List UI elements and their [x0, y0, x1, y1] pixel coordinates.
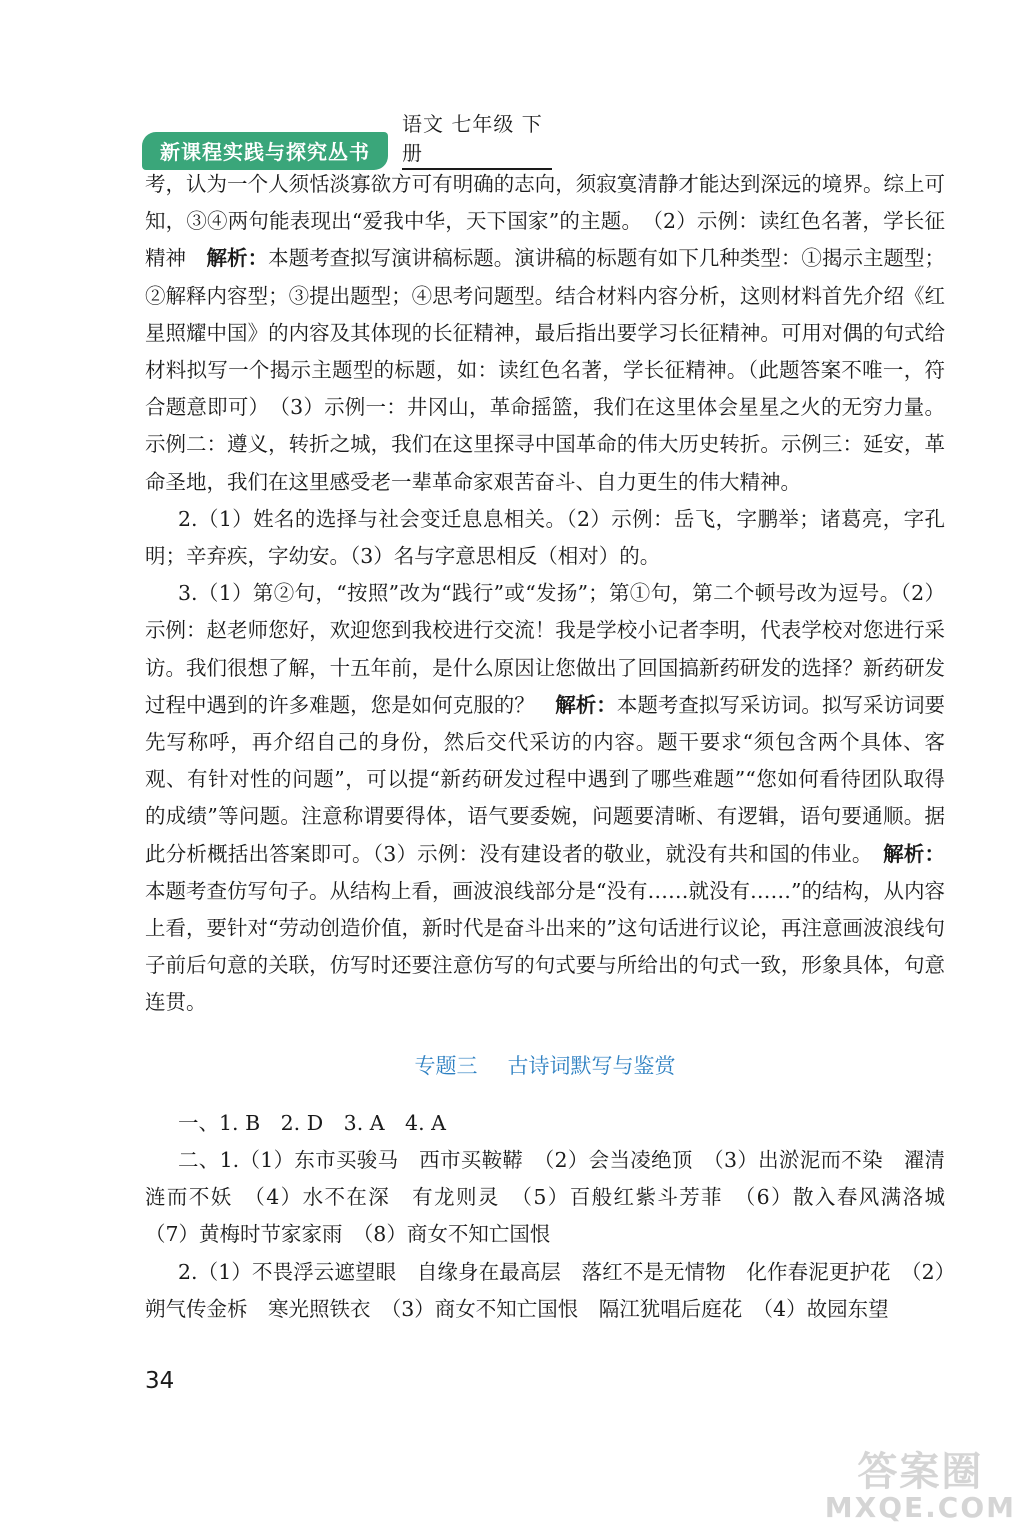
analysis-label: 解析： — [206, 246, 269, 271]
answer-content — [145, 166, 966, 1328]
series-badge: 新课程实践与探究丛书 — [142, 132, 388, 170]
paragraph-text: 考，认为一个人须恬淡寡欲方可有明确的志向，须寂寞清静才能达到深远的境界。综上可知，③④两句能表现出“爱我中华，天下国家”的主题。 （2）示例：读红色名著，学长征精神 — [145, 172, 945, 271]
section-name: 古诗词默写与鉴赏 — [507, 1053, 676, 1078]
watermark-logo-text: 答案圈 — [857, 1449, 984, 1495]
answer-line-2: 二、1.（1）东市买骏马 西市买鞍鞯 （2）会当凌绝顶 （3）出淤泥而不染 濯清涟而不妖 （4）水不在深 有龙则灵 （5）百般红紫斗芳菲 （6）散入春风满洛城 （7）黄梅时节家家雨 （8）商女不知亡国恨 — [145, 1148, 966, 1247]
section-title — [145, 1048, 945, 1085]
section-number: 专题三 — [414, 1053, 478, 1078]
answer-paragraph — [145, 501, 945, 575]
page-number: 34 — [145, 1368, 175, 1394]
paragraph-text: 本题考查拟写演讲稿标题。演讲稿的标题有如下几种类型：①揭示主题型；②解释内容型；③提出题型；④思考问题型。结合材料内容分析，这则材料首先介绍《红星照耀中国》的内容及其体现的长征精神，最后指出要学习长征精神。可用对偶的句式给材料拟写一个揭示主题型的标题，如：读红色名著，学长征精神。（此题答案不唯一，符合题意即可） （3）示例一：井冈山，革命摇篮，我们在这里体会星星之火的无穷力量。示例二：遵义，转折之城，我们在这里探寻中国革命的伟大历史转折。示例三：延安，革命圣地，我们在这里感受老一辈革命家艰苦奋斗、自力更生的伟大精神。 — [145, 246, 946, 494]
subject-grade-label: 语文 七年级 下册 — [402, 108, 552, 170]
answer-paragraph — [145, 166, 945, 501]
watermark-url: MXQE.COM — [824, 1491, 1016, 1524]
answer-line-1: 一、1. B 2. D 3. A 4. A — [178, 1110, 446, 1135]
answer-paragraph — [145, 575, 945, 1021]
paragraph-text: 本题考查仿写句子。从结构上看，画波浪线部分是“没有……就没有……”的结构，从内容上看，要针对“劳动创造价值，新时代是奋斗出来的”这句话进行议论，再注意画波浪线句子前后句意的关联，仿写时还要注意仿写的句式要与所给出的句式一致，形象具体，句意连贯。 — [145, 878, 945, 1015]
paragraph-text: 3.（1）第②句，“按照”改为“践行”或“发扬”；第①句，第二个顿号改为逗号。（2）示例：赵老师您好，欢迎您到我校进行交流！我是学校小记者李明，代表学校对您进行采访。我们很想了解，十五年前，是什么原因让您做出了回国搞新药研发的选择？新药研发过程中遇到的许多难题，您是如何克服的？ — [145, 581, 945, 717]
analysis-label: 解析： — [555, 692, 617, 717]
page-header — [142, 108, 552, 170]
answer-paragraphs — [145, 166, 945, 1022]
paragraph-text: 2.（1）姓名的选择与社会变迁息息相关。（2）示例：岳飞，字鹏举；诸葛亮，字孔明；辛弃疾，字幼安。（3）名与字意思相反（相对）的。 — [145, 506, 945, 569]
site-watermark — [825, 1440, 1016, 1524]
answer-line-3: 2.（1）不畏浮云遮望眼 自缘身在最高层 落红不是无情物 化作春泥更护花 （2）朔气传金柝 寒光照铁衣 （3）商女不知亡国恨 隔江犹唱后庭花 （4）故园东望 — [145, 1259, 945, 1321]
paragraph-text: 本题考查拟写采访词。拟写采访词要先写称呼，再介绍自己的身份，然后交代采访的内容。题干要求“须包含两个具体、客观、有针对性的问题”，可以提“新药研发过程中遇到了哪些难题”“您如何看待团队取得的成绩”等问题。注意称谓要得体，语气要委婉，问题要清晰、有逻辑，语句要通顺。据此分析概括出答案即可。（3）示例：没有建设者的敬业，就没有共和国的伟业。 — [145, 692, 946, 866]
analysis-label: 解析： — [883, 841, 946, 866]
